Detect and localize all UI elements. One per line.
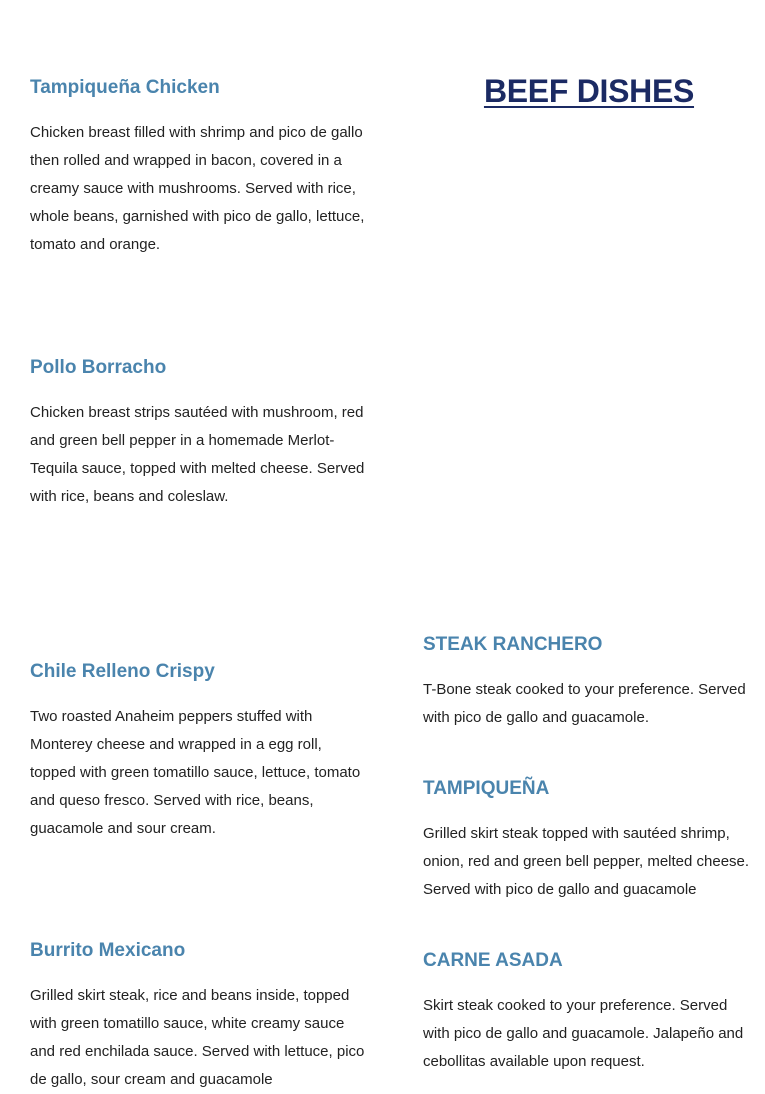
dish-description: Chicken breast filled with shrimp and pico de gallo then rolled and wrapped in bacon, covered in a creamy sauce with mushrooms. Served with rice, whole beans, garnished with pico de gallo, lettuce, tomato and orange. xyxy=(30,124,365,253)
menu-item-pollo-borracho xyxy=(30,355,365,511)
menu-item-chile-relleno-crispy xyxy=(30,659,365,843)
dish-description: Chicken breast strips sautéed with mushroom, red and green bell pepper in a homemade Merlot-Tequila sauce, topped with melted cheese. Served with rice, beans and coleslaw. xyxy=(30,404,365,505)
menu-item-carne-asada xyxy=(423,948,753,1076)
dish-description: Grilled skirt steak topped with sautéed shrimp, onion, red and green bell pepper, melted cheese. Served with pico de gallo and guacamole xyxy=(423,825,750,898)
dish-name: Chile Relleno Crispy xyxy=(30,661,215,682)
dish-name: CARNE ASADA xyxy=(423,950,563,971)
dish-description: Skirt steak cooked to your preference. Served with pico de gallo and guacamole. Jalapeño and cebollitas available upon request. xyxy=(423,997,744,1070)
menu-item-steak-ranchero xyxy=(423,632,753,732)
dish-name: Tampiqueña Chicken xyxy=(30,77,220,98)
dish-description: Two roasted Anaheim peppers stuffed with Monterey cheese and wrapped in a egg roll, topped with green tomatillo sauce, lettuce, tomato and queso fresco. Served with rice, beans, guacamole and sour cream. xyxy=(30,708,361,837)
dish-description: Grilled skirt steak, rice and beans inside, topped with green tomatillo sauce, white creamy sauce and red enchilada sauce. Served with lettuce, pico de gallo, sour cream and guacamole xyxy=(30,987,365,1088)
beef-dishes-heading: BEEF DISHES xyxy=(483,73,695,110)
menu-item-tampiquena xyxy=(423,776,753,904)
dish-description: T-Bone steak cooked to your preference. Served with pico de gallo and guacamole. xyxy=(423,681,746,726)
menu-item-tampiquena-chicken xyxy=(30,75,365,259)
dish-name: TAMPIQUEÑA xyxy=(423,778,550,799)
dish-name: STEAK RANCHERO xyxy=(423,634,603,655)
dish-name: Pollo Borracho xyxy=(30,357,167,378)
dish-name: Burrito Mexicano xyxy=(30,940,186,961)
menu-item-burrito-mexicano xyxy=(30,938,365,1094)
